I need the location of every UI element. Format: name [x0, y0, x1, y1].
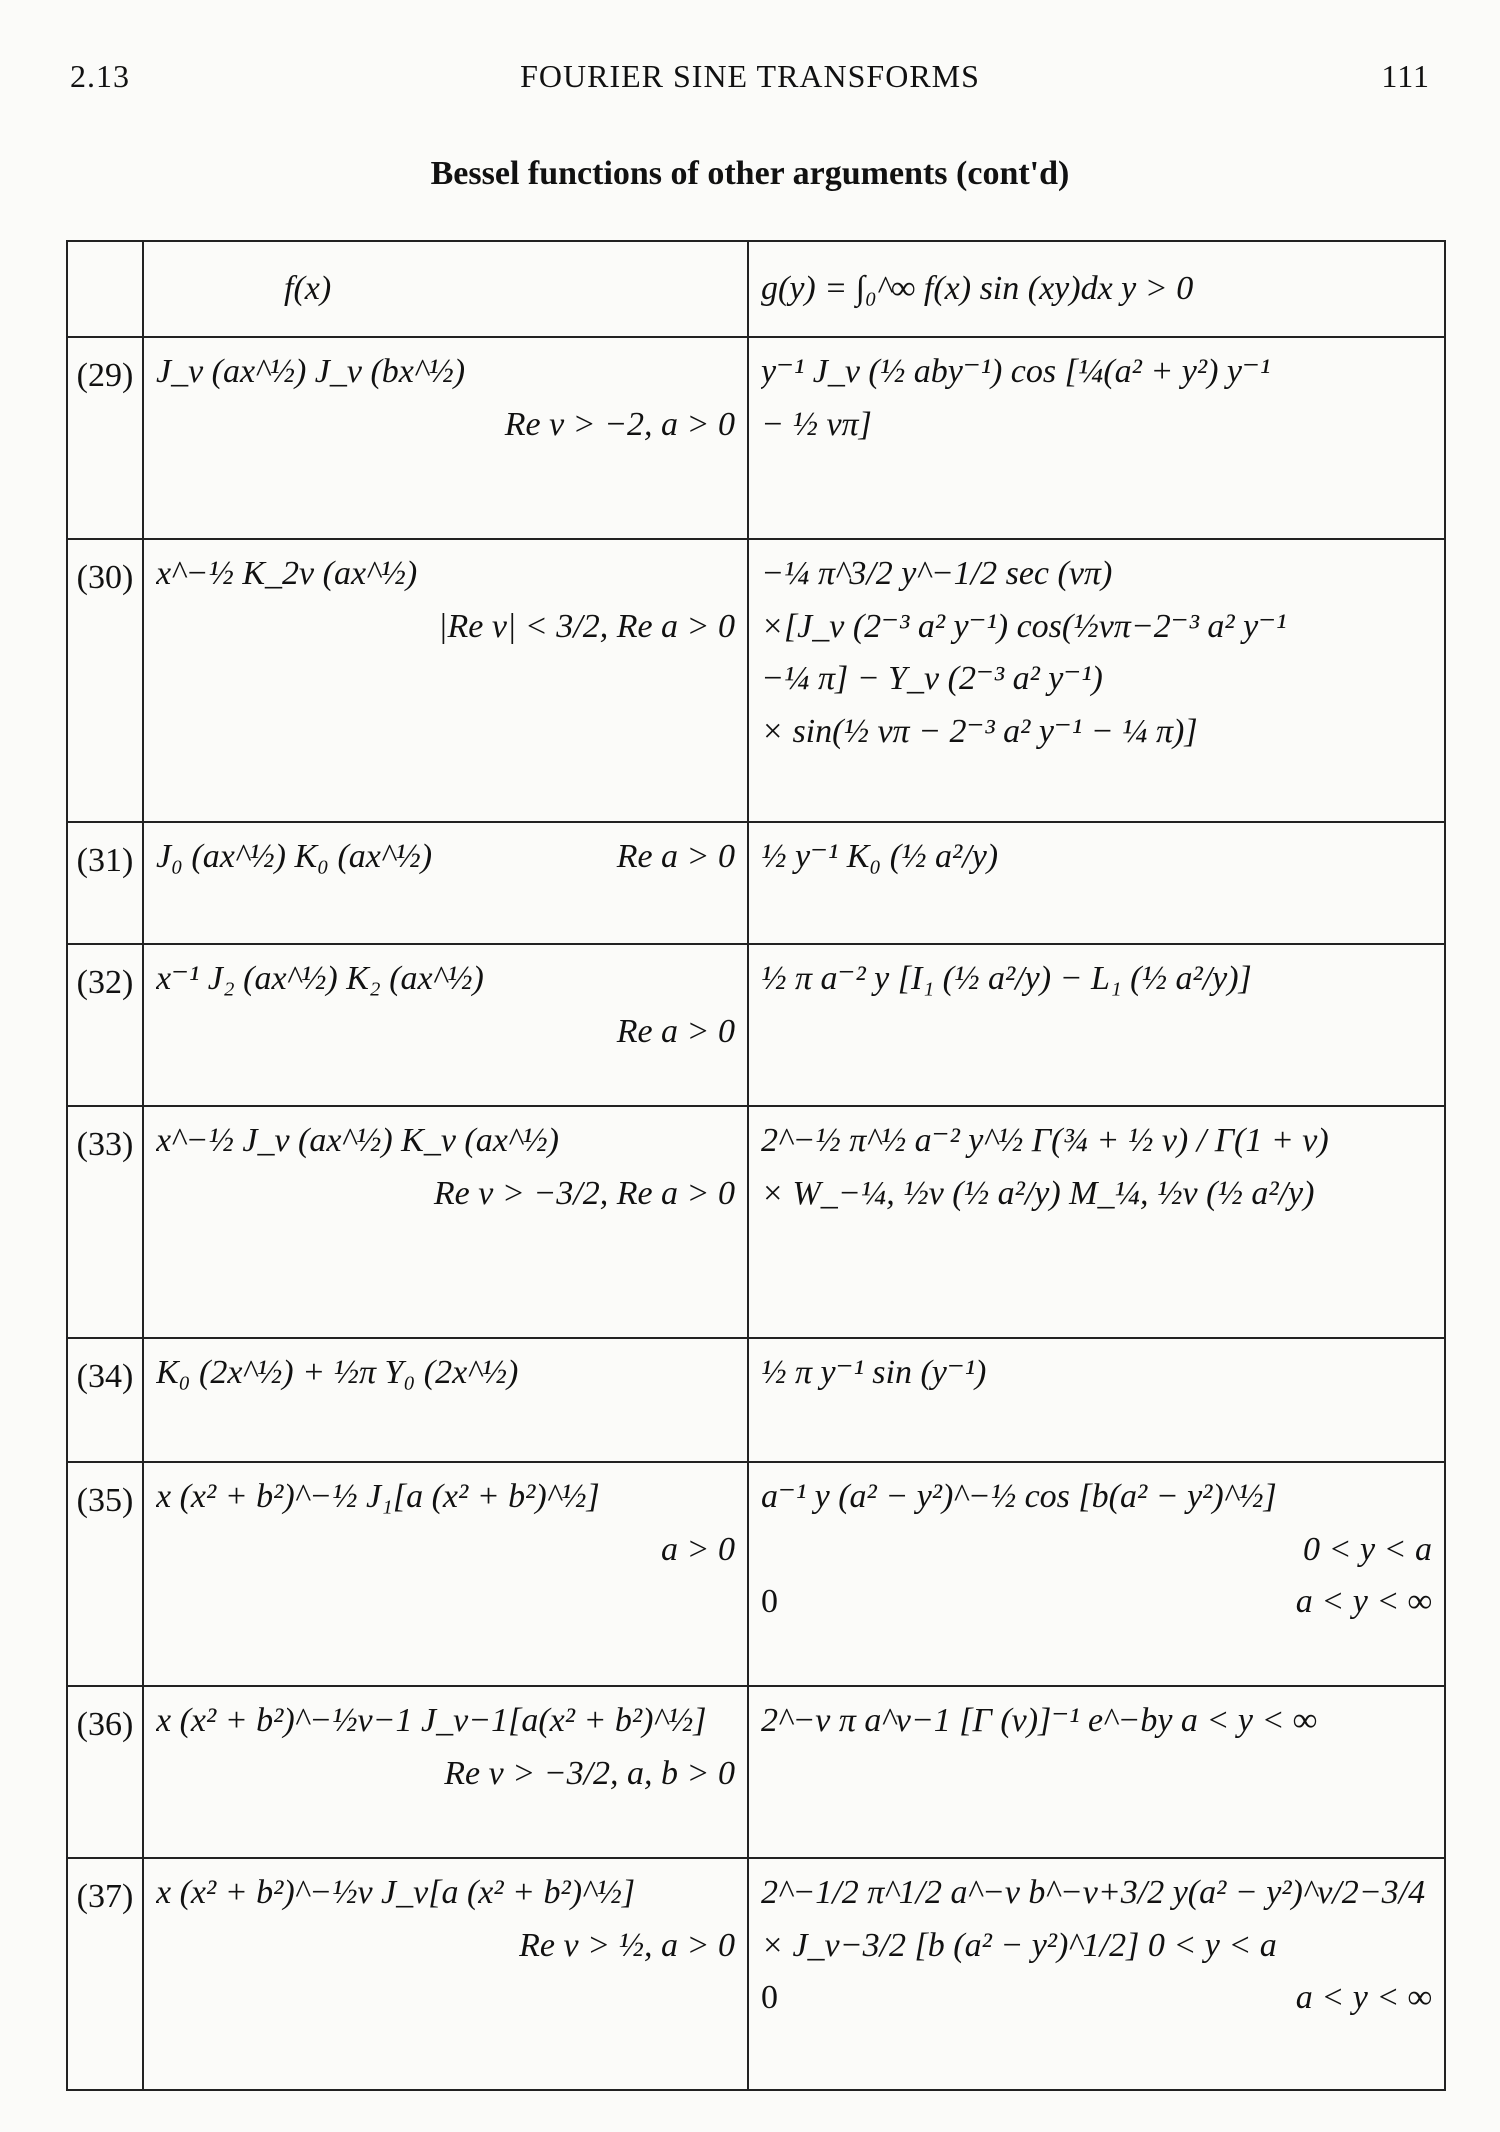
row-number: (37) — [67, 1858, 143, 2090]
g-line: y⁻¹ J_ν (½ aby⁻¹) cos [¼(a² + y²) y⁻¹ — [761, 353, 1271, 390]
header-g: g(y) = ∫₀^∞ f(x) sin (xy)dx y > 0 — [748, 241, 1445, 337]
g-line: 2^−ν π a^ν−1 [Γ (ν)]⁻¹ e^−by a < y < ∞ — [761, 1702, 1318, 1739]
g-range: 0 < y < a — [1303, 1530, 1432, 1568]
f-cell — [143, 822, 748, 944]
g-cell — [748, 1858, 1445, 2090]
g-line: 2^−1/2 π^1/2 a^−ν b^−ν+3/2 y(a² − y²)^ν/2−3/4 — [761, 1874, 1426, 1911]
g-cell — [748, 822, 1445, 944]
g-line: ½ π y⁻¹ sin (y⁻¹) — [761, 1354, 987, 1391]
g-cell — [748, 944, 1445, 1106]
running-title: FOURIER SINE TRANSFORMS — [520, 58, 980, 94]
f-cell — [143, 944, 748, 1106]
g-range: a < y < ∞ — [1295, 1583, 1432, 1621]
page-number: 111 — [1381, 58, 1430, 94]
f-expression: x (x² + b²)^−½ν J_ν[a (x² + b²)^½] — [156, 1874, 636, 1911]
table-row — [67, 539, 1445, 822]
f-condition: Re ν > −3/2, Re a > 0 — [433, 1174, 735, 1212]
section-number: 2.13 — [70, 58, 130, 94]
f-condition: a > 0 — [661, 1530, 735, 1568]
f-expression: x^−½ K_2ν (ax^½) — [156, 555, 418, 592]
row-number: (35) — [67, 1462, 143, 1686]
f-condition: Re a > 0 — [616, 1012, 735, 1050]
table-row — [67, 822, 1445, 944]
g-line — [761, 1576, 1432, 1629]
g-zero: 0 — [761, 1979, 778, 2017]
table-row — [67, 1858, 1445, 2090]
table-row — [67, 337, 1445, 539]
f-cell — [143, 1858, 748, 2090]
g-line: × W_−¼, ½ν (½ a²/y) M_¼, ½ν (½ a²/y) — [761, 1174, 1315, 1212]
table-row — [67, 1462, 1445, 1686]
g-line: −¼ π] − Y_ν (2⁻³ a² y⁻¹) — [761, 660, 1103, 698]
g-line — [761, 1972, 1432, 2025]
f-cell — [143, 1686, 748, 1858]
f-cell — [143, 1462, 748, 1686]
table-row — [67, 1338, 1445, 1462]
transform-table — [66, 240, 1446, 2091]
g-cell — [748, 539, 1445, 822]
g-cell — [748, 337, 1445, 539]
g-line: × sin(½ νπ − 2⁻³ a² y⁻¹ − ¼ π)] — [761, 713, 1198, 751]
g-line: × J_ν−3/2 [b (a² − y²)^1/2] 0 < y < a — [761, 1926, 1277, 1964]
g-range: a < y < ∞ — [1295, 1979, 1432, 2017]
g-cell — [748, 1106, 1445, 1338]
row-number: (36) — [67, 1686, 143, 1858]
g-line: − ½ νπ] — [761, 405, 872, 443]
g-line: −¼ π^3/2 y^−1/2 sec (νπ) — [761, 555, 1113, 592]
f-condition: Re ν > −2, a > 0 — [504, 405, 735, 443]
f-cell — [143, 1338, 748, 1462]
row-number: (34) — [67, 1338, 143, 1462]
g-line: 2^−½ π^½ a⁻² y^½ Γ(¾ + ½ ν) / Γ(1 + ν) — [761, 1122, 1329, 1159]
f-expression: x (x² + b²)^−½ν−1 J_ν−1[a(x² + b²)^½] — [156, 1702, 707, 1739]
table-row — [67, 1106, 1445, 1338]
g-line: ½ y⁻¹ K₀ (½ a²/y) — [761, 838, 999, 875]
f-expression — [156, 831, 735, 884]
g-cell — [748, 1686, 1445, 1858]
f-condition: Re ν > ½, a > 0 — [519, 1926, 735, 1964]
g-cell — [748, 1462, 1445, 1686]
g-line: a⁻¹ y (a² − y²)^−½ cos [b(a² − y²)^½] — [761, 1478, 1277, 1515]
g-line: ×[J_ν (2⁻³ a² y⁻¹) cos(½νπ−2⁻³ a² y⁻¹ — [761, 607, 1287, 645]
row-number: (31) — [67, 822, 143, 944]
page-header — [70, 58, 1430, 108]
g-cell — [748, 1338, 1445, 1462]
f-expression: x⁻¹ J₂ (ax^½) K₂ (ax^½) — [156, 960, 484, 997]
header-f: f(x) — [143, 241, 748, 337]
table-row — [67, 944, 1445, 1106]
row-number: (33) — [67, 1106, 143, 1338]
f-expression-text: J₀ (ax^½) K₀ (ax^½) — [156, 838, 433, 875]
g-zero: 0 — [761, 1583, 778, 1621]
row-number: (32) — [67, 944, 143, 1106]
row-number: (29) — [67, 337, 143, 539]
table-row — [67, 1686, 1445, 1858]
f-expression: J_ν (ax^½) J_ν (bx^½) — [156, 353, 466, 390]
f-cell — [143, 1106, 748, 1338]
g-line: ½ π a⁻² y [I₁ (½ a²/y) − L₁ (½ a²/y)] — [761, 960, 1252, 997]
f-condition: |Re ν| < 3/2, Re a > 0 — [438, 607, 735, 645]
f-expression: K₀ (2x^½) + ½π Y₀ (2x^½) — [156, 1354, 519, 1391]
f-condition: Re a > 0 — [616, 838, 735, 875]
f-condition: Re ν > −3/2, a, b > 0 — [444, 1754, 735, 1792]
table-caption: Bessel functions of other arguments (cont'd) — [430, 155, 1070, 192]
header-num-cell — [67, 241, 143, 337]
f-expression: x (x² + b²)^−½ J₁[a (x² + b²)^½] — [156, 1478, 600, 1515]
f-expression: x^−½ J_ν (ax^½) K_ν (ax^½) — [156, 1122, 559, 1159]
table-header-row — [67, 241, 1445, 337]
f-cell — [143, 337, 748, 539]
f-cell — [143, 539, 748, 822]
row-number: (30) — [67, 539, 143, 822]
